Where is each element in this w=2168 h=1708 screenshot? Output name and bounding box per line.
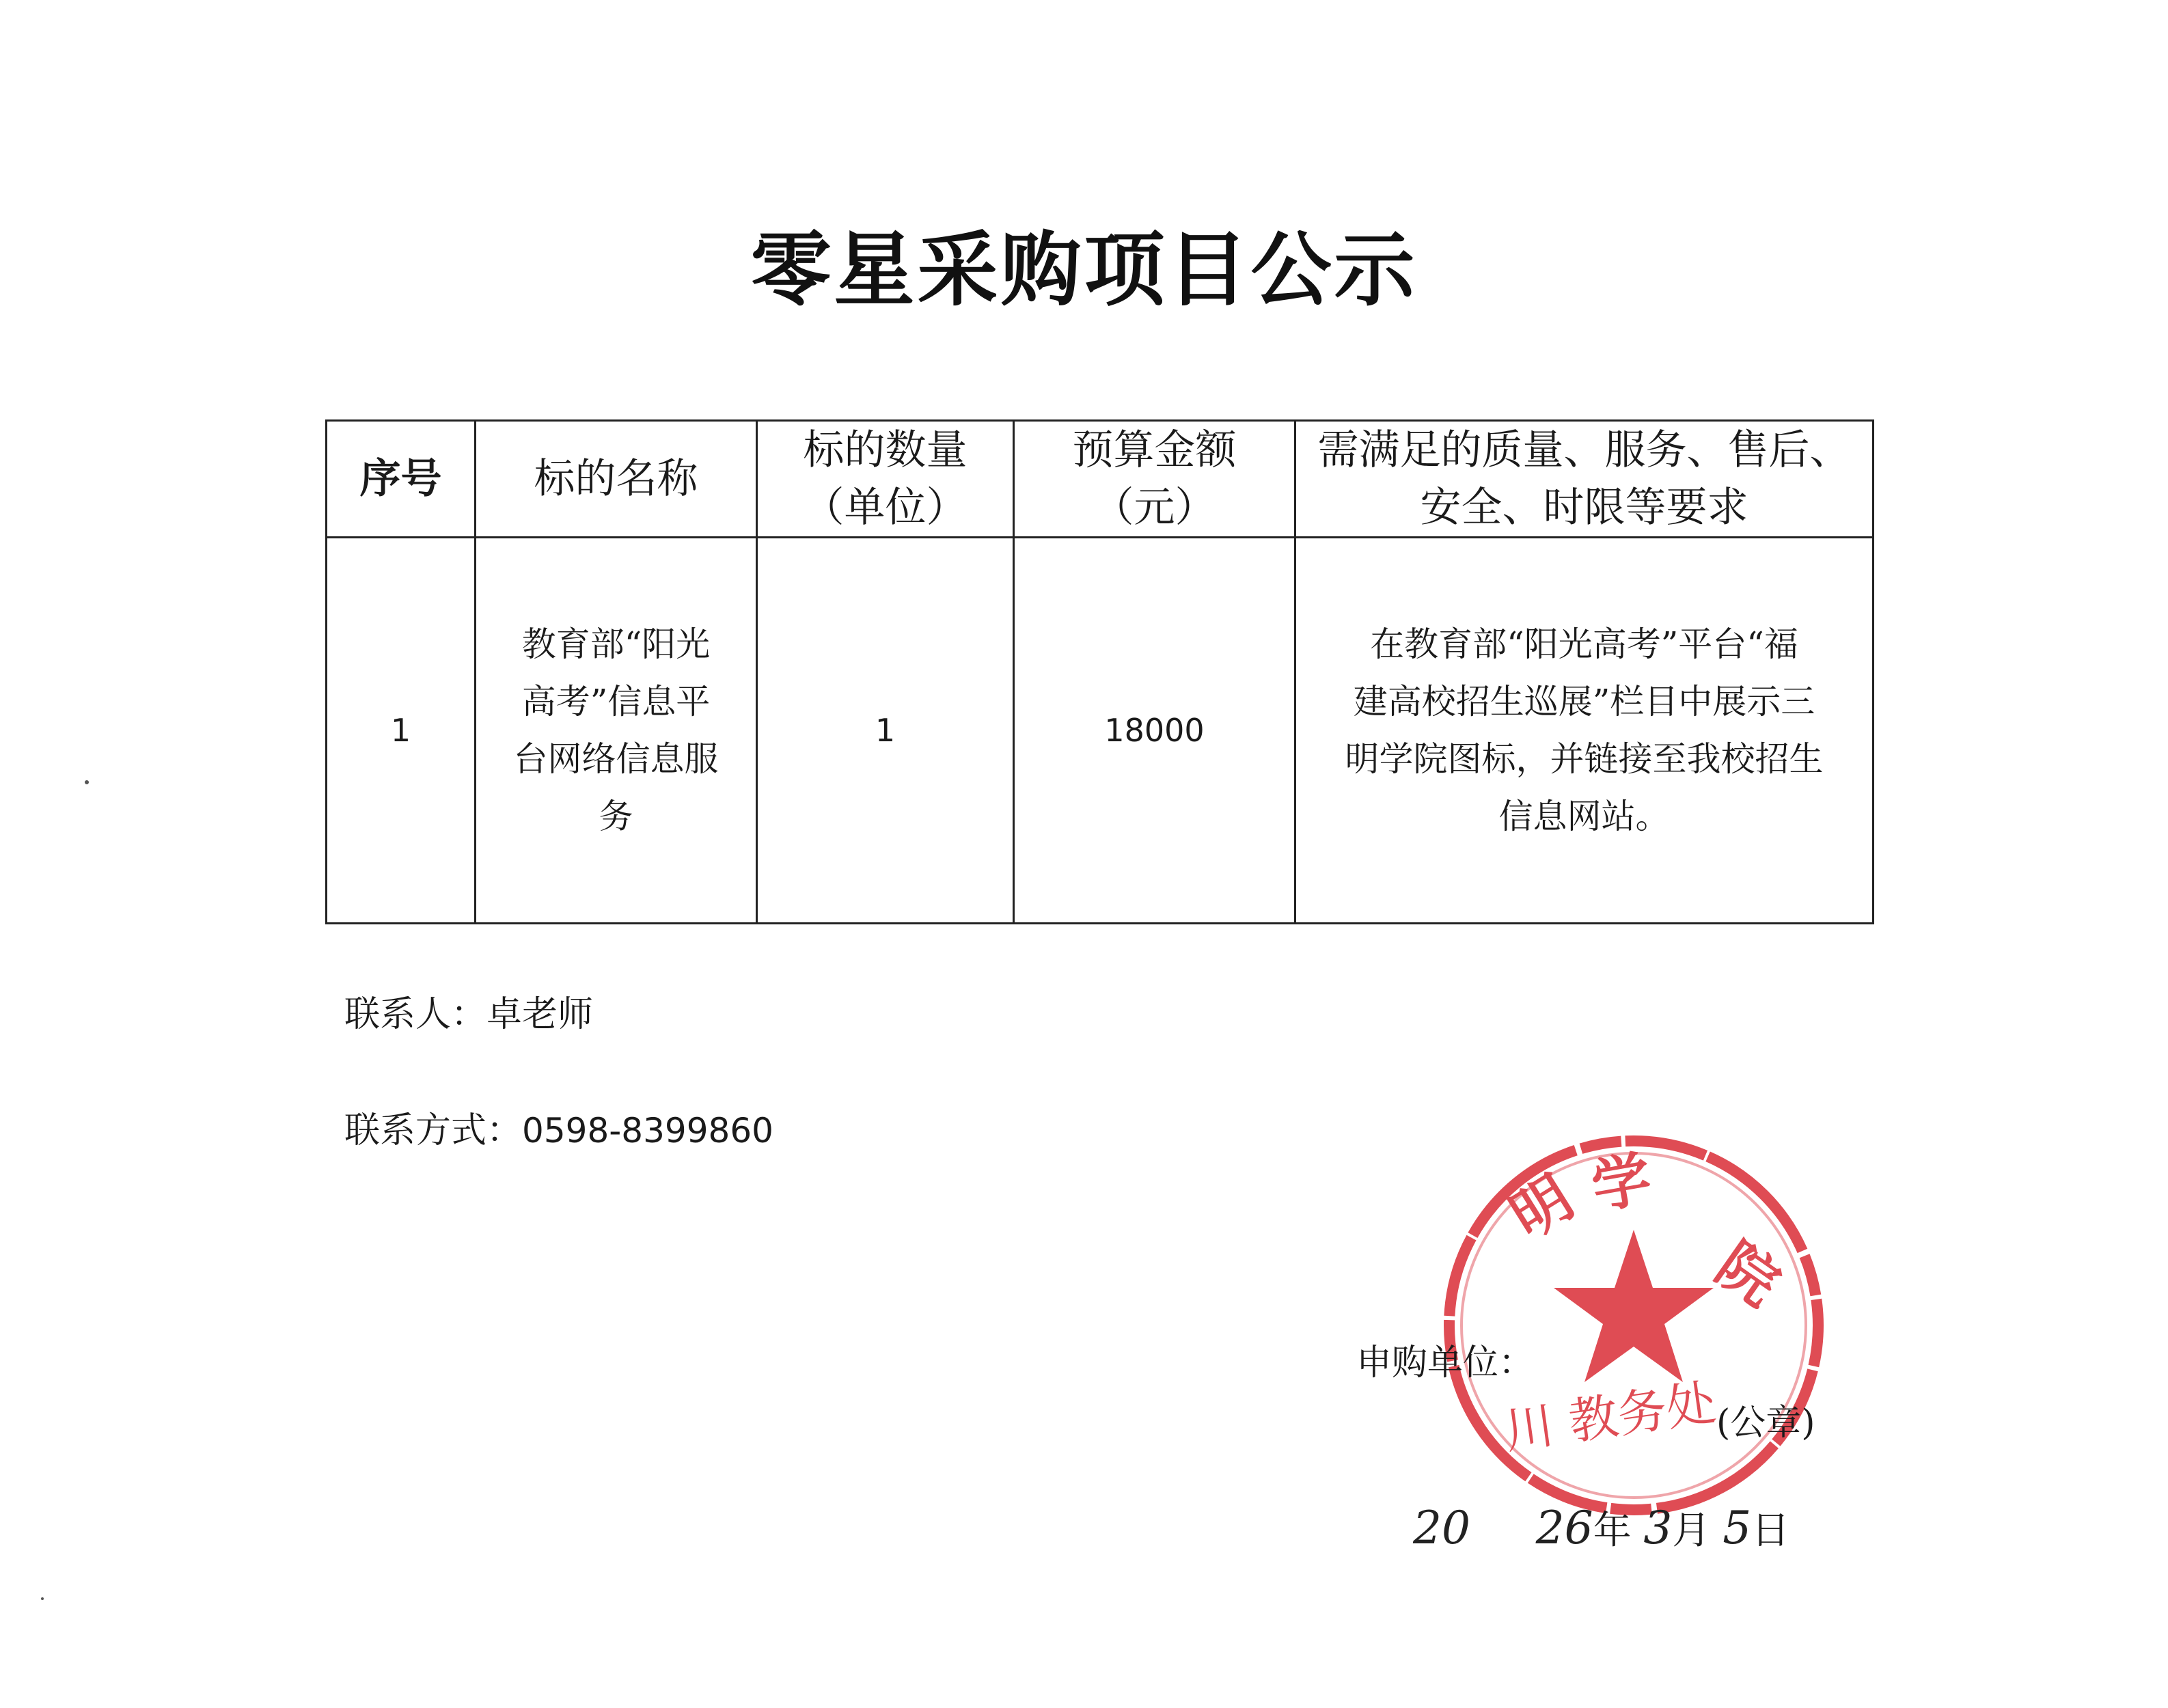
header-requirements bbox=[1295, 421, 1874, 538]
page-title: 零星采购项目公示 bbox=[750, 223, 1418, 317]
contact-method bbox=[344, 1101, 773, 1153]
cell-item-name-line: 高考”信息平 bbox=[521, 682, 711, 721]
contact-person-value: 卓老师 bbox=[486, 994, 594, 1035]
date-year-hand-a: 20 bbox=[1413, 1502, 1470, 1554]
date-day-hand: 5 bbox=[1723, 1502, 1752, 1554]
date-month-char: 月 bbox=[1672, 1509, 1711, 1553]
cell-item-name-line: 教育部“阳光 bbox=[521, 624, 711, 664]
applicant-unit-label: 申购单位： bbox=[1356, 1342, 1535, 1383]
cell-item-name-line: 务 bbox=[599, 797, 633, 836]
cell-requirements-line: 信息网站。 bbox=[1498, 797, 1670, 836]
cell-budget: 18000 bbox=[1014, 538, 1295, 924]
table-row bbox=[327, 538, 1874, 924]
cell-item-name bbox=[476, 538, 757, 924]
cell-requirements-line: 在教育部“阳光高考”平台“福 bbox=[1370, 624, 1798, 664]
header-requirements-line1: 需满足的质量、服务、售后、 bbox=[1317, 426, 1851, 474]
seal-char-2: 学 bbox=[1587, 1144, 1657, 1222]
date-year-hand-b: 26 bbox=[1535, 1502, 1593, 1554]
official-seal bbox=[1425, 1120, 1842, 1530]
seal-note: (公章) bbox=[1716, 1403, 1815, 1444]
header-quantity-line1: 标的数量 bbox=[803, 426, 968, 474]
date-day-char: 日 bbox=[1751, 1509, 1790, 1553]
table-header-row bbox=[327, 421, 1874, 538]
date-line bbox=[1413, 1500, 1789, 1555]
cell-requirements-line: 明学院图标，并链接至我校招生 bbox=[1345, 739, 1824, 779]
scan-speck bbox=[41, 1597, 44, 1600]
scan-speck bbox=[85, 780, 89, 784]
header-budget bbox=[1014, 421, 1295, 538]
contact-person bbox=[344, 985, 593, 1036]
header-budget-line1: 预算金额 bbox=[1072, 426, 1237, 474]
header-quantity-line2: （单位） bbox=[803, 484, 968, 532]
contact-person-label: 联系人： bbox=[344, 994, 487, 1035]
seal-bottom-text: 川 教务处 bbox=[1500, 1373, 1720, 1460]
header-requirements-line2: 安全、时限等要求 bbox=[1420, 484, 1748, 532]
header-seq: 序号 bbox=[327, 421, 476, 538]
header-budget-line2: （元） bbox=[1093, 484, 1216, 532]
seal-char-3: 院 bbox=[1703, 1230, 1792, 1320]
cell-quantity: 1 bbox=[757, 538, 1014, 924]
cell-item-name-line: 台网络信息服 bbox=[513, 739, 719, 779]
date-month-hand: 3 bbox=[1643, 1502, 1673, 1554]
seal-char-1: 明 bbox=[1499, 1163, 1586, 1252]
header-item-name: 标的名称 bbox=[476, 421, 757, 538]
contact-method-value: 0598-8399860 bbox=[522, 1111, 773, 1151]
header-quantity bbox=[757, 421, 1014, 538]
cell-requirements-line: 建高校招生巡展”栏目中展示三 bbox=[1353, 682, 1815, 721]
contact-method-label: 联系方式： bbox=[344, 1110, 523, 1151]
cell-seq: 1 bbox=[327, 538, 476, 924]
date-year-char: 年 bbox=[1593, 1509, 1632, 1553]
seal-star-icon bbox=[1554, 1230, 1714, 1382]
cell-requirements bbox=[1295, 538, 1874, 924]
procurement-table bbox=[325, 419, 1874, 924]
